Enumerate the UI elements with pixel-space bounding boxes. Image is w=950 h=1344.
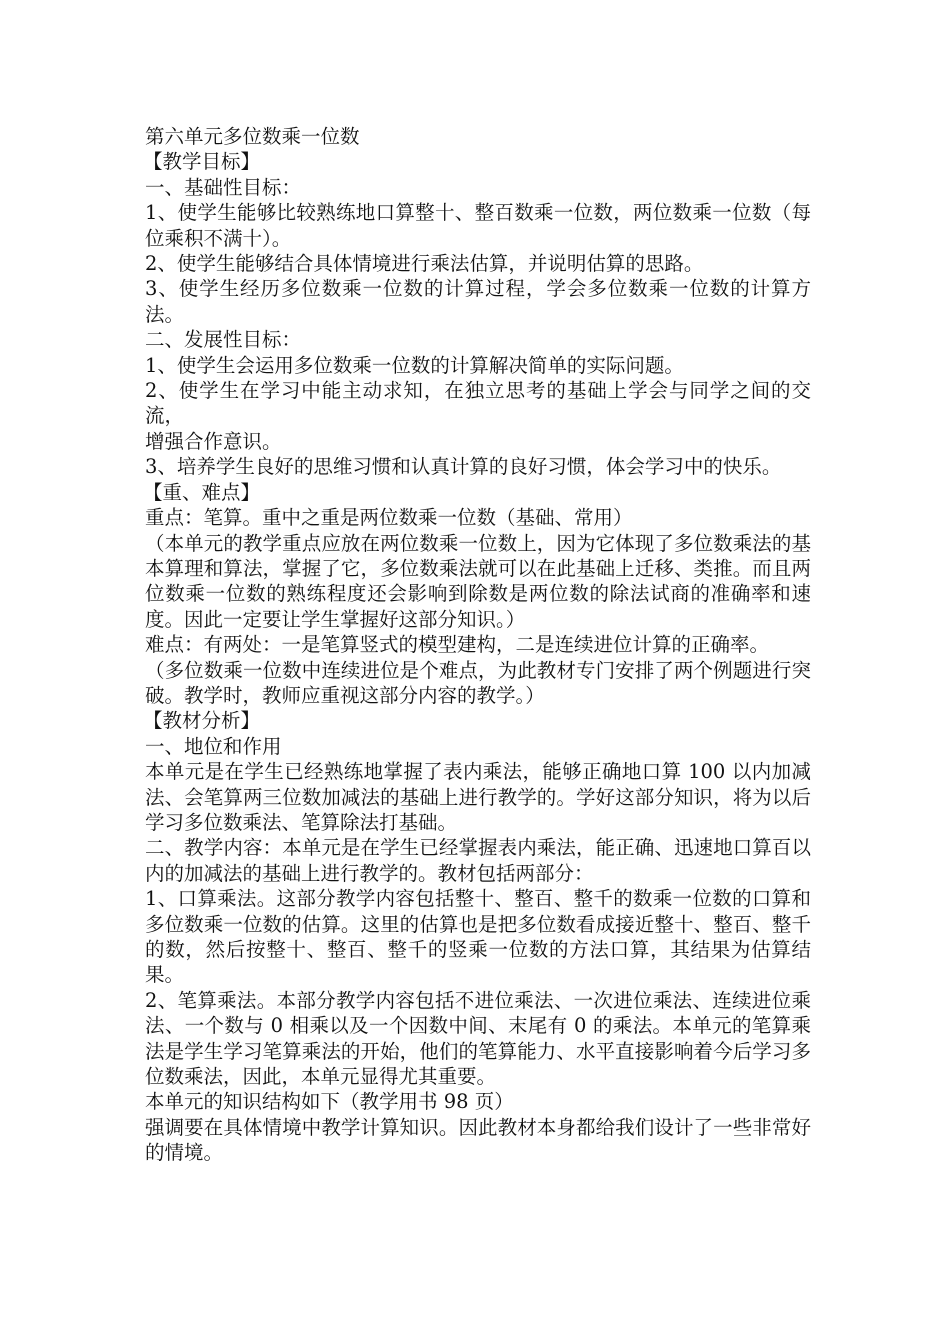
subheading-basic-goals: 一、基础性目标： bbox=[145, 175, 302, 199]
paragraph: （多位数乘一位数中连续进位是个难点，为此教材专门安排了两个例题进行突破。教学时，教师应重视这部分内容的教学。） bbox=[145, 658, 811, 707]
section-heading-material-analysis: 【教材分析】 bbox=[143, 709, 261, 733]
paragraph: 1、使学生会运用多位数乘一位数的计算解决简单的实际问题。 bbox=[145, 353, 684, 377]
section-heading-key-points: 【重、难点】 bbox=[143, 480, 261, 504]
paragraph: 3、培养学生良好的思维习惯和认真计算的良好习惯，体会学习中的快乐。 bbox=[145, 455, 782, 479]
paragraph: 2、笔算乘法。本部分教学内容包括不进位乘法、一次进位乘法、连续进位乘法、一个数与 0 相乘以及一个因数中间、末尾有 0 的乘法。本单元的笔算乘法是学生学习笔算乘法的开始，他们的笔算能力、水平直接影响着今后学习多位数乘法，因此，本单元显得尤其重要。 bbox=[145, 988, 811, 1089]
paragraph: 3、使学生经历多位数乘一位数的计算过程，学会多位数乘一位数的计算方法。 bbox=[145, 277, 811, 326]
paragraph: 强调要在具体情境中教学计算知识。因此教材本身都给我们设计了一些非常好的情境。 bbox=[145, 1115, 811, 1165]
subheading-position-and-role: 一、地位和作用 bbox=[145, 734, 282, 758]
paragraph: 二、教学内容：本单元是在学生已经掌握表内乘法，能正确、迅速地口算百以内的加减法的基础上进行教学的。教材包括两部分： bbox=[145, 836, 811, 885]
paragraph: 重点：笔算。重中之重是两位数乘一位数（基础、常用） bbox=[145, 506, 633, 530]
paragraph: 1、使学生能够比较熟练地口算整十、整百数乘一位数，两位数乘一位数（每位乘积不满十）。 bbox=[145, 201, 811, 250]
subheading-development-goals: 二、发展性目标： bbox=[145, 328, 302, 352]
paragraph: （本单元的教学重点应放在两位数乘一位数上，因为它体现了多位数乘法的基本算理和算法，掌握了它，多位数乘法就可以在此基础上迁移、类推。而且两位数乘一位数的熟练程度还会影响到除数是两位数的除法试商的准确率和速度。因此一定要让学生掌握好这部分知识。） bbox=[145, 531, 811, 631]
paragraph: 本单元是在学生已经熟练地掌握了表内乘法，能够正确地口算 100 以内加减法、会笔算两三位数加减法的基础上进行教学的。学好这部分知识，将为以后学习多位数乘法、笔算除法打基础。 bbox=[145, 760, 811, 834]
section-heading-teaching-goals: 【教学目标】 bbox=[143, 150, 261, 174]
unit-title: 第六单元多位数乘一位数 bbox=[145, 125, 360, 148]
paragraph: 2、使学生在学习中能主动求知，在独立思考的基础上学会与同学之间的交流， bbox=[145, 379, 811, 428]
paragraph: 增强合作意识。 bbox=[145, 429, 282, 453]
document-body bbox=[145, 124, 811, 1166]
paragraph: 难点：有两处：一是笔算竖式的模型建构，二是连续进位计算的正确率。 bbox=[145, 633, 770, 657]
paragraph: 2、使学生能够结合具体情境进行乘法估算，并说明估算的思路。 bbox=[145, 252, 704, 276]
paragraph: 1、口算乘法。这部分教学内容包括整十、整百、整千的数乘一位数的口算和多位数乘一位数的估算。这里的估算也是把多位数看成接近整十、整百、整千的数，然后按整十、整百、整千的竖乘一位数的方法口算，其结果为估算结果。 bbox=[145, 887, 811, 987]
paragraph: 本单元的知识结构如下（教学用书 98 页） bbox=[145, 1090, 514, 1114]
